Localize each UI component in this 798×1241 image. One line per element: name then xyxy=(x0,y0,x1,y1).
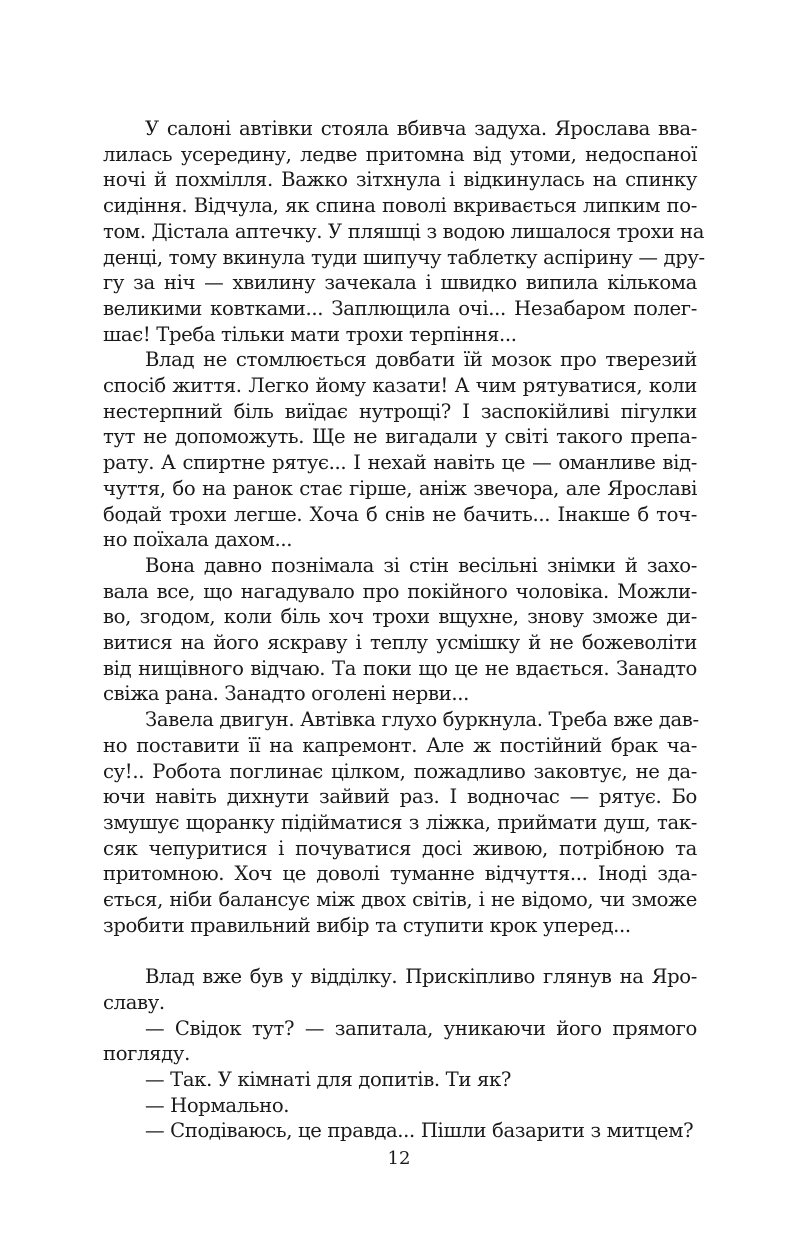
text-line: су!.. Робота поглинає цілком, пожадливо заковтує, не да- xyxy=(103,759,697,783)
text-line: сидіння. Відчула, як спина поволі вкривається липким по- xyxy=(103,194,697,218)
text-line: бодай трохи легше. Хоча б снів не бачить... Інакше б точ- xyxy=(103,502,697,526)
paragraph xyxy=(103,1118,697,1144)
text-line: — Так. У кімнаті для допитів. Ти як? xyxy=(145,1068,512,1091)
text-line: рату. А спиртне рятує... І нехай навіть це — оманливе від- xyxy=(103,451,697,475)
text-line: ючи навіть дихнути зайвий раз. І водночас — рятує. Бо xyxy=(103,785,697,809)
text-line: Влад вже був у відділку. Прискіпливо глянув на Яро- xyxy=(145,965,697,989)
text-line: ночі й похмілля. Важко зітхнула і відкинулась на спинку xyxy=(103,168,697,192)
text-line: шає! Треба тільки мати трохи терпіння... xyxy=(103,322,517,346)
paragraph xyxy=(103,1016,697,1067)
text-line: сяк чепуритися і почуватися досі живою, потрібною та xyxy=(103,836,697,860)
paragraph xyxy=(103,116,705,347)
page-number: 12 xyxy=(387,1148,411,1169)
paragraph xyxy=(103,1093,697,1119)
text-line: Завела двигун. Автівка глухо буркнула. Треба вже дав- xyxy=(145,708,699,732)
text-line: но поїхала дахом... xyxy=(103,528,293,552)
text-line: — Нормально. xyxy=(145,1093,290,1117)
text-line: свіжа рана. Занадто оголені нерви... xyxy=(103,682,470,706)
text-line: змушує щоранку підійматися з ліжка, приймати душ, так- xyxy=(103,810,697,834)
text-line: притомною. Хоч це доволі туманне відчуття... Іноді зда- xyxy=(103,862,697,886)
text-line: во, згодом, коли біль хоч трохи вщухне, знову зможе ди- xyxy=(103,605,697,629)
paragraph xyxy=(103,707,697,938)
paragraph xyxy=(103,553,697,707)
section-break xyxy=(103,939,697,965)
text-line: витися на його яскраву і теплу усмішку й не божеволіти xyxy=(103,631,697,655)
text-line: — Свідок тут? — запитала, уникаючи його прямого xyxy=(145,1016,697,1040)
paragraph xyxy=(103,1067,697,1093)
text-line: великими ковтками... Заплющила очі... Незабаром полег- xyxy=(103,296,697,320)
text-line: вала все, що нагадувало про покійного чоловіка. Можли- xyxy=(103,579,697,603)
text-line: чуття, бо на ранок стає гірше, аніж звечора, але Ярославі xyxy=(103,476,697,500)
text-line: погляду. xyxy=(103,1042,190,1066)
text-line: денці, тому вкинула туди шипучу таблетку аспірину — дру- xyxy=(103,245,705,269)
text-line: від нищівного відчаю. Та поки що це не вдається. Занадто xyxy=(103,656,697,680)
text-line: нестерпний біль виїдає нутрощі? І заспокійливі пігулки xyxy=(103,399,697,423)
text-line: У салоні автівки стояла вбивча задуха. Ярослава вва- xyxy=(145,117,697,140)
text-line: гу за ніч — хвилину зачекала і швидко випила кількома xyxy=(103,271,697,295)
text-line: том. Дістала аптечку. У пляшці з водою лишалося трохи на xyxy=(103,219,705,243)
text-line: — Сподіваюсь, це правда... Пішли базарити з митцем? xyxy=(145,1119,694,1143)
text-line: тут не допоможуть. Ще не вигадали у світі такого препа- xyxy=(103,425,697,449)
body-text xyxy=(103,116,705,1144)
text-line: славу. xyxy=(103,990,165,1014)
text-line: спосіб життя. Легко йому казати! А чим рятуватися, коли xyxy=(103,374,697,398)
text-line: лилась усередину, ледве притомна від утоми, недоспаної xyxy=(103,142,697,166)
text-line: зробити правильний вибір та ступити крок уперед... xyxy=(103,913,631,937)
text-line: ється, ніби балансує між двох світів, і не відомо, чи зможе xyxy=(103,888,697,912)
paragraph xyxy=(103,347,697,553)
paragraph xyxy=(103,964,697,1015)
text-line: Влад не стомлюється довбати їй мозок про тверезий xyxy=(145,348,697,372)
text-line: но поставити її на капремонт. Але ж постійний брак ча- xyxy=(103,733,697,757)
text-line: Вона давно познімала зі стін весільні знімки й захо- xyxy=(145,553,697,577)
